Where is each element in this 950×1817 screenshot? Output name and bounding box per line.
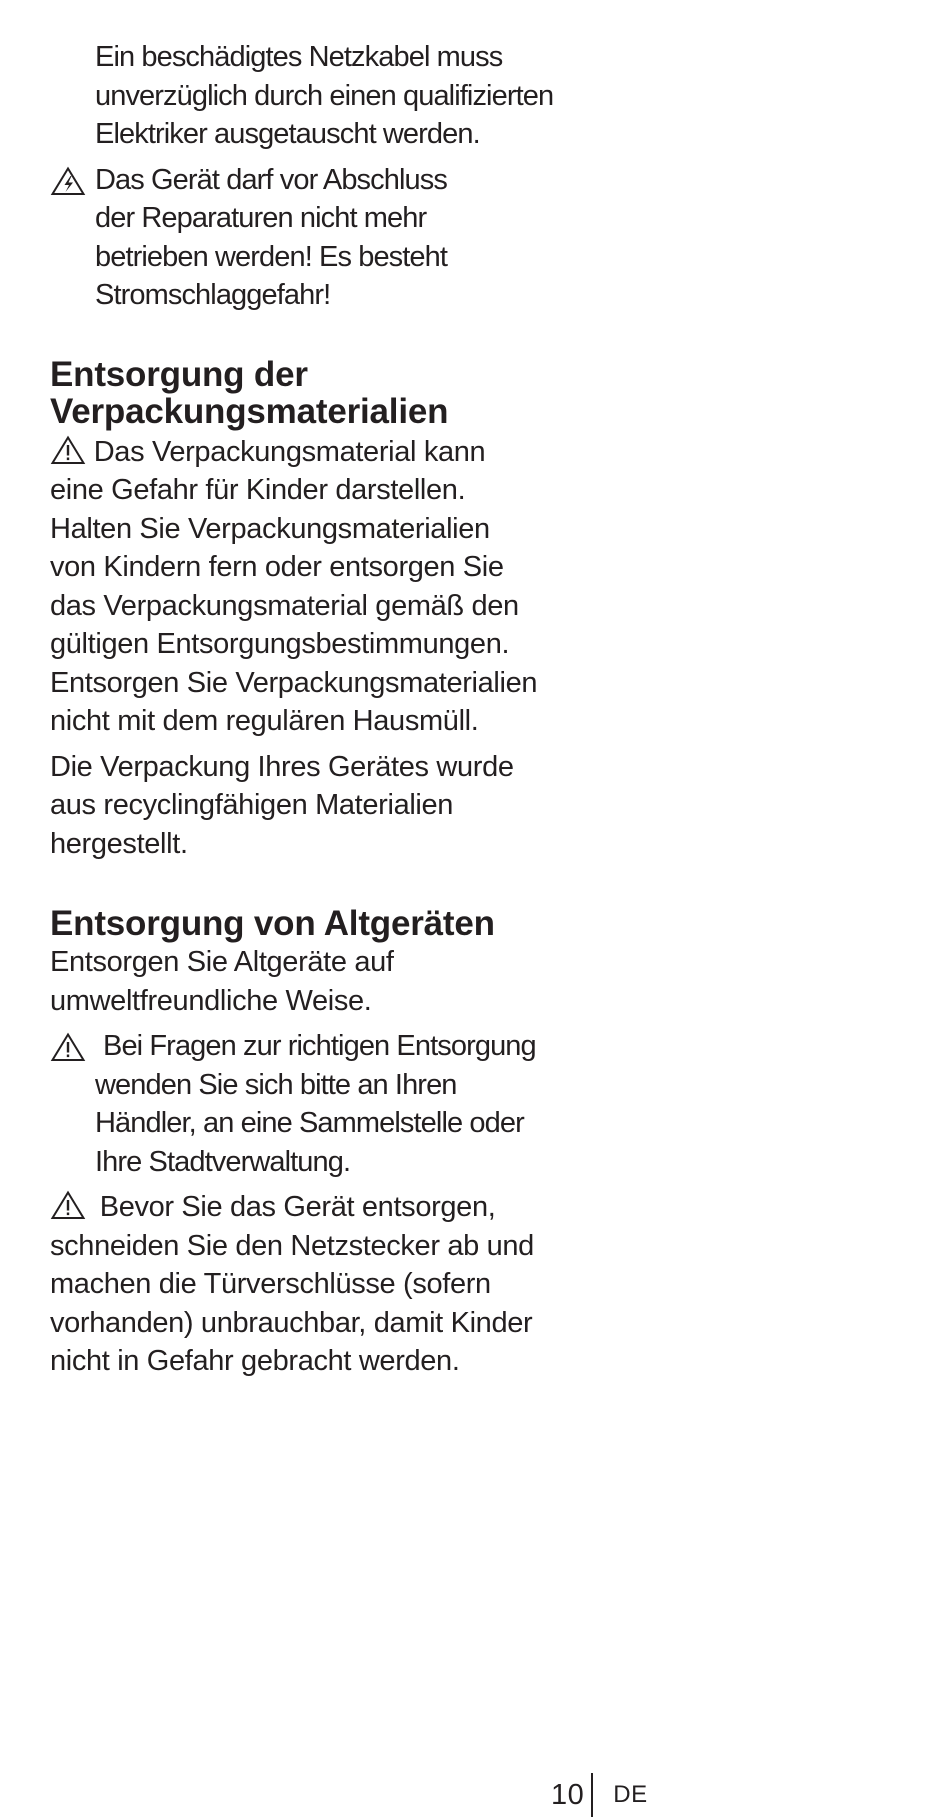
text-line: das Verpackungsmaterial gemäß den [50,589,519,622]
text-line: betrieben werden! Es besteht [95,240,448,273]
text-line: hergestellt. [50,827,188,860]
electric-hazard-icon [50,166,86,196]
text-line: Bei Fragen zur richtigen Entsorgung [103,1030,536,1062]
manual-page-content [50,38,610,1381]
text-line: Die Verpackung Ihres Gerätes wurde [50,750,514,783]
heading-line: Entsorgung der [50,354,308,394]
text-line: Elektriker ausgetauscht werden. [95,118,480,150]
text-line: eine Gefahr für Kinder darstellen. [50,474,466,506]
warning-triangle-icon [50,1190,86,1220]
text-line: Das Gerät darf vor Abschluss [95,163,447,196]
old-devices-intro [50,943,610,1020]
language-code: DE [613,1781,648,1808]
warning-triangle-icon [50,1032,86,1062]
text-line: vorhanden) unbrauchbar, damit Kinder [50,1306,533,1339]
text-line: Stromschlaggefahr! [95,279,331,311]
text-line: Ein beschädigtes Netzkabel muss [95,41,503,73]
footer-divider [591,1773,593,1817]
page-footer [551,1773,648,1817]
text-line: Halten Sie Verpackungsmaterialien [50,512,490,545]
heading-line: Verpackungsmaterialien [50,391,449,431]
section-heading-old-devices: Entsorgung von Altgeräten [50,904,495,943]
text-line: aus recyclingfähigen Materialien [50,789,454,821]
text-line: der Reparaturen nicht mehr [95,202,427,234]
text-line: wenden Sie sich bitte an Ihren [95,1068,457,1101]
packaging-warning [50,433,610,741]
text-line: Ihre Stadtverwaltung. [95,1145,351,1178]
text-line: Bevor Sie das Gerät entsorgen, [99,1191,496,1223]
repair-warning [50,161,610,315]
power-plug-warning [50,1188,610,1381]
text-line: Entsorgen Sie Altgeräte auf [50,946,394,978]
text-line: machen die Türverschlüsse (sofern [50,1268,491,1300]
page-number: 10 [551,1778,585,1811]
text-line: gültigen Entsorgungsbestimmungen. [50,628,510,660]
disposal-questions-warning [50,1027,610,1181]
text-line: Entsorgen Sie Verpackungsmaterialien [50,666,538,699]
text-line: schneiden Sie den Netzstecker ab und [50,1229,534,1262]
recycling-note [50,748,610,864]
text-line: nicht mit dem regulären Hausmüll. [50,705,479,737]
warning-triangle-icon [50,435,86,465]
section-heading-packaging [50,356,610,430]
text-line: unverzüglich durch einen qualifizierten [95,79,554,112]
text-line: Das Verpackungsmaterial kann [93,435,486,468]
text-line: Händler, an eine Sammelstelle oder [95,1107,524,1139]
power-cable-notice [50,38,610,154]
text-line: umweltfreundliche Weise. [50,984,372,1017]
text-line: nicht in Gefahr gebracht werden. [50,1345,460,1377]
text-line: von Kindern fern oder entsorgen Sie [50,551,504,583]
